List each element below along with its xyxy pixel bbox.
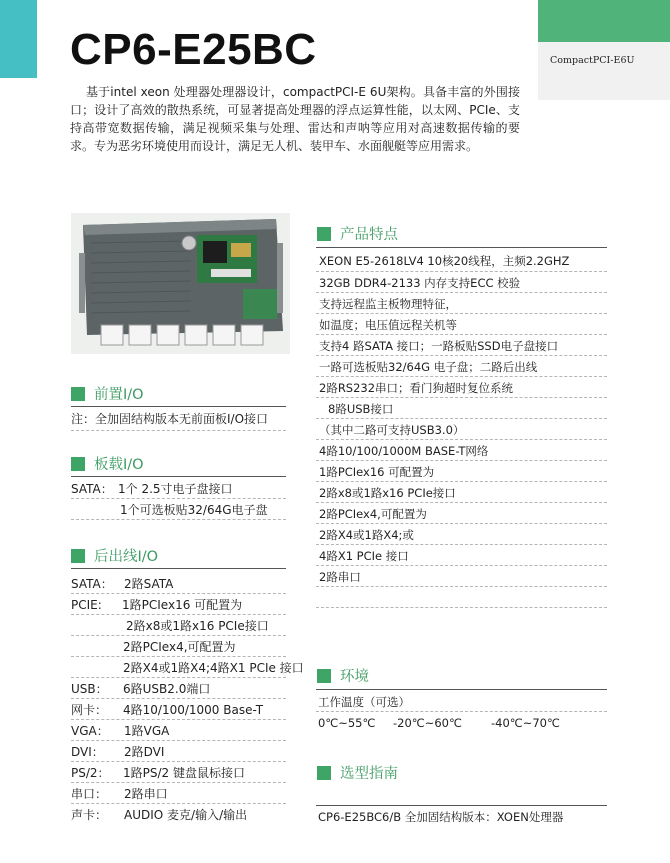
teal-accent-bar	[0, 0, 37, 78]
feature-item: 支持远程监主板物理特征，	[319, 297, 457, 311]
row-divider	[71, 498, 286, 499]
feature-item: 2路PCIex4,可配置为	[319, 507, 427, 521]
rear-io-label: 串口：	[71, 787, 108, 801]
feature-item: 2路X4或1路X4;或	[319, 528, 414, 542]
divider	[316, 247, 607, 248]
rear-io-label: PS/2：	[71, 766, 110, 780]
feature-item: 8路USB接口	[328, 402, 394, 416]
feature-item: 如温度；电压值远程关机等	[319, 318, 457, 332]
rear-io-value: 2路串口	[124, 787, 168, 801]
row-divider	[316, 313, 607, 314]
rear-io-value: 2路SATA	[124, 577, 174, 591]
feature-item: 1路PCIex16 可配置为	[319, 465, 435, 479]
row-divider	[71, 803, 286, 804]
row-divider	[316, 376, 607, 377]
environment-heading	[317, 665, 369, 686]
feature-item: 2路x8或1路x16 PCIe接口	[319, 486, 456, 500]
row-divider	[316, 565, 607, 566]
feature-item: 4路10/100/1000M BASE-T网络	[319, 444, 489, 458]
row-divider	[316, 397, 607, 398]
row-divider	[71, 740, 286, 741]
row-divider	[316, 292, 607, 293]
front-io-heading	[71, 383, 144, 404]
temperature-range: 0℃~55℃	[318, 716, 376, 730]
rear-io-value: 1路PS/2 键盘鼠标接口	[123, 766, 245, 780]
row-divider	[316, 523, 607, 524]
rear-io-value: 1路PCIex16 可配置为	[122, 598, 243, 612]
selection-heading-label: 选型指南	[340, 766, 398, 782]
row-divider	[71, 698, 286, 699]
divider	[316, 805, 607, 806]
front-io-note: 注：全加固结构版本无前面板I/O接口	[71, 412, 269, 426]
feature-item: （其中二路可支持USB3.0）	[319, 423, 465, 437]
row-divider	[316, 460, 607, 461]
row-divider	[316, 334, 607, 335]
rear-io-heading	[71, 545, 158, 566]
row-divider	[71, 677, 286, 678]
row-divider	[316, 271, 607, 272]
rear-io-label: DVI：	[71, 745, 104, 759]
divider	[71, 406, 286, 407]
product-tag: CompactPCI-E6U	[550, 55, 635, 66]
bullet-square-icon	[317, 766, 331, 780]
environment-label: 工作温度（可选）	[318, 695, 410, 709]
row-divider	[71, 656, 286, 657]
feature-item: 32GB DDR4-2133 内存支持ECC 校验	[319, 276, 521, 290]
feature-item: 2路串口	[319, 570, 361, 584]
bullet-square-icon	[71, 457, 85, 471]
feature-item: 2路RS232串口；看门狗超时复位系统	[319, 381, 514, 395]
rear-io-label: 网卡：	[71, 703, 108, 717]
bullet-square-icon	[71, 549, 85, 563]
rear-io-value: 2路DVI	[124, 745, 165, 759]
row-divider	[316, 418, 607, 419]
bullet-square-icon	[71, 387, 85, 401]
selection-heading	[317, 762, 398, 783]
row-divider	[316, 502, 607, 503]
row-divider	[71, 782, 286, 783]
rear-io-value: 2路x8或1路x16 PCIe接口	[126, 619, 269, 633]
row-divider	[71, 593, 286, 594]
divider	[316, 689, 607, 690]
row-divider	[71, 430, 286, 431]
rear-io-value: 1路VGA	[124, 724, 170, 738]
features-heading	[317, 223, 398, 244]
temperature-range: -40℃~70℃	[491, 716, 560, 730]
row-divider	[316, 544, 607, 545]
onboard-sata-line: 1个 2.5寸电子盘接口	[118, 482, 233, 496]
row-divider	[71, 635, 286, 636]
onboard-sata-line: 1个可选板贴32/64G电子盘	[120, 503, 268, 517]
feature-item: XEON E5-2618LV4 10核20线程，主频2.2GHZ	[319, 254, 570, 268]
page-title: CP6-E25BC	[70, 25, 317, 74]
row-divider	[71, 614, 286, 615]
features-heading-label: 产品特点	[340, 227, 398, 243]
feature-item: 一路可选板贴32/64G 电子盘；二路后出线	[319, 360, 538, 374]
divider	[71, 568, 286, 569]
rear-io-value: 2路PCIex4,可配置为	[123, 640, 236, 654]
intro-paragraph: 基于intel xeon 处理器处理器设计，compactPCI-E 6U架构。具备丰富的外围接口；设计了高效的散热系统，可显著提高处理器的浮点运算性能，以太网、PCIe、支持高带宽数据传输，满足视频采集与处理、雷达和声呐等应用对高速数据传输的要求。专为恶劣环境使用而设计，满足无人机、装甲车、水面舰艇等应用需求。	[70, 85, 520, 153]
feature-item: 4路X1 PCIe 接口	[319, 549, 409, 563]
row-divider	[316, 481, 607, 482]
divider	[71, 476, 286, 477]
rear-io-label: SATA：	[71, 577, 113, 591]
row-divider	[316, 586, 607, 587]
row-divider	[316, 355, 607, 356]
rear-io-value: 4路10/100/1000 Base-T	[123, 703, 264, 717]
rear-io-heading-label: 后出线I/O	[94, 549, 159, 565]
feature-item: 支持4 路SATA 接口；一路板贴SSD电子盘接口	[319, 339, 559, 353]
onboard-io-heading-label: 板载I/O	[94, 457, 144, 473]
bullet-square-icon	[317, 227, 331, 241]
row-divider	[316, 711, 607, 712]
rear-io-value: 2路X4或1路X4;4路X1 PCIe 接口	[123, 661, 304, 675]
bullet-square-icon	[317, 669, 331, 683]
onboard-io-heading	[71, 453, 144, 474]
green-accent-bar	[538, 0, 670, 42]
front-io-heading-label: 前置I/O	[94, 387, 144, 403]
row-divider	[71, 519, 286, 520]
temperature-range: -20℃~60℃	[393, 716, 462, 730]
rear-io-value: 6路USB2.0端口	[123, 682, 211, 696]
environment-heading-label: 环境	[340, 669, 369, 685]
selection-text: CP6-E25BC6/B 全加固结构版本：XOEN处理器	[318, 810, 564, 824]
row-divider	[71, 719, 286, 720]
onboard-sata-label: SATA：	[71, 482, 113, 496]
rear-io-value: AUDIO 麦克/输入/输出	[124, 808, 248, 822]
row-divider	[316, 439, 607, 440]
rear-io-label: USB：	[71, 682, 108, 696]
rear-io-label: VGA：	[71, 724, 109, 738]
product-board-image	[71, 213, 290, 354]
row-divider	[316, 607, 607, 608]
row-divider	[71, 761, 286, 762]
rear-io-label: 声卡：	[71, 808, 108, 822]
product-tag-box	[538, 42, 670, 100]
rear-io-label: PCIE:	[71, 598, 102, 612]
